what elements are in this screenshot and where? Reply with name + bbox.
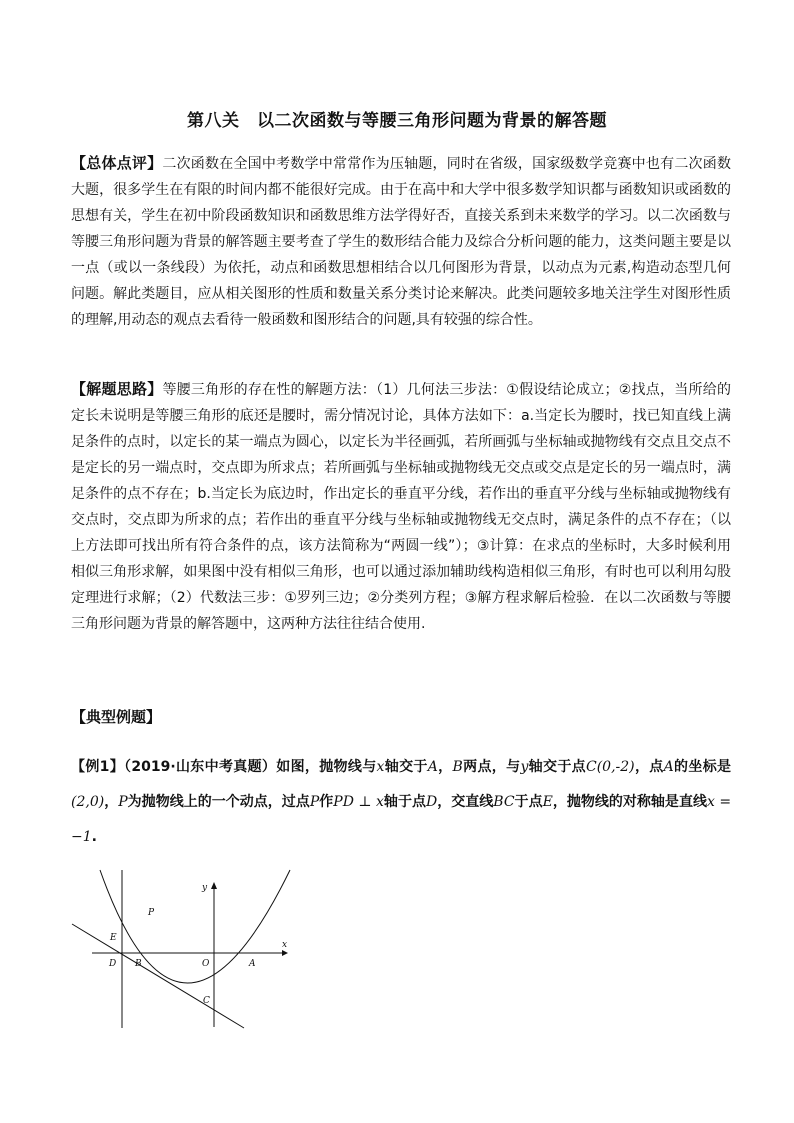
math-x: x [376, 759, 385, 775]
y-axis-arrow [211, 882, 217, 889]
example-text: 轴交于 [384, 759, 428, 775]
label-x: x [282, 940, 288, 950]
example-1-statement [71, 750, 731, 855]
example-text: ， [437, 759, 453, 775]
label-c: C [203, 996, 210, 1006]
page-title: 第八关 以二次函数与等腰三角形问题为背景的解答题 [187, 111, 607, 131]
math-point-d: D [425, 794, 438, 810]
label-a: A [249, 959, 256, 969]
example-text: 两点，与 [462, 759, 521, 775]
approach-text: 等腰三角形的存在性的解题方法：（1）几何法三步法：①假设结论成立；②找点，当所给的定长未说明是等腰三角形的底还是腰时，需分情况讨论，具体方法如下：a.当定长为腰时，找已知直线上满足条件的点时，以定长的某一端点为圆心，以定长为半径画弧，若所画弧与坐标轴或抛物线有交点且交点不是定长的另一端点时，交点即为所求点；若所画弧与坐标轴或抛物线无交点或交点是定长的另一端点时，满足条件的点不存在；b.当定长为底边时，作出定长的垂直平分线，若作出的垂直平分线与坐标轴或抛物线有交点时，交点即为所求的点；若作出的垂直平分线与坐标轴或抛物线无交点时，满足条件的点不存在；（以上方法即可找出所有符合条件的点，该方法简称为“两圆一线”）；③计算：在求点的坐标时，大多时候利用相似三角形求解，如果图中没有相似三角形，也可以通过添加辅助线构造相似三角形，有时也可以利用勾股定理进行求解；（2）代数法三步：①罗列三边；②分类列方程；③解方程求解后检验．在以二次函数与等腰三角形问题为背景的解答题中，这两种方法往往结合使用. [71, 382, 731, 632]
example-text: ，交直线 [437, 794, 494, 810]
example-text: 【例1】（2019·山东中考真题）如图，抛物线与 [71, 759, 377, 775]
label-p: P [148, 908, 155, 918]
example-text: 轴交于点 [528, 759, 586, 775]
math-point-a: A [663, 759, 674, 775]
parabola-curve [100, 870, 290, 983]
example-text: ，抛物线的对称轴是直线 [552, 794, 707, 810]
math-point-c: C(0,-2) [585, 759, 635, 775]
math-a-coord: (2,0) [71, 794, 105, 810]
parabola-figure [68, 862, 298, 1032]
math-point-p: P [309, 794, 320, 810]
example-text: . [91, 829, 97, 845]
example-text: 的坐标是 [673, 759, 732, 775]
x-axis-arrow [282, 950, 288, 956]
example-text: 为抛物线上的一个动点，过点 [127, 794, 310, 810]
math-point-p: P [118, 794, 128, 810]
label-y: y [202, 883, 208, 893]
example-text: 于点 [514, 794, 543, 810]
math-line-bc: BC [493, 794, 515, 810]
example-text: 轴于点 [383, 794, 426, 810]
math-point-b: B [452, 759, 463, 775]
overview-text: 二次函数在全国中考数学中常常作为压轴题，同时在省级，国家级数学竞赛中也有二次函数大题，很多学生在有限的时间内都不能很好完成。由于在高中和大学中很多数学知识都与函数知识或函数的思想有关，学生在初中阶段函数知识和函数思维方法学得好否，直接关系到未来数学的学习。以二次函数与等腰三角形问题为背景的解答题主要考查了学生的数形结合能力及综合分析问题的能力，这类问题主要是以一点（或以一条线段）为依托，动点和函数思想相结合以几何图形为背景，以动点为元素,构造动态型几何问题。解此类题目，应从相关图形的性质和数量关系分类讨论来解决。此类问题较多地关注学生对图形性质的理解,用动态的观点去看待一般函数和图形结合的问题,具有较强的综合性。 [71, 156, 731, 328]
label-e: E [110, 933, 117, 943]
example-text: ， [104, 794, 119, 810]
math-point-a: A [427, 759, 438, 775]
overview-tag: 【总体点评】 [71, 154, 163, 172]
label-d: D [109, 959, 117, 969]
math-axis: x = −1 [71, 794, 732, 845]
example-text: ，点 [634, 759, 664, 775]
examples-heading: 【典型例题】 [71, 708, 162, 726]
line-bc [72, 924, 244, 1028]
label-b: B [135, 959, 142, 969]
example-text: 作 [319, 794, 334, 810]
math-y: y [520, 759, 529, 775]
math-pd-perp: PD ⊥ x [333, 794, 384, 810]
approach-tag: 【解题思路】 [71, 380, 163, 398]
math-point-e: E [542, 794, 553, 810]
approach-paragraph [71, 376, 731, 637]
parabola-diagram [68, 862, 298, 1032]
overview-paragraph [71, 150, 731, 333]
label-o: O [202, 959, 210, 969]
